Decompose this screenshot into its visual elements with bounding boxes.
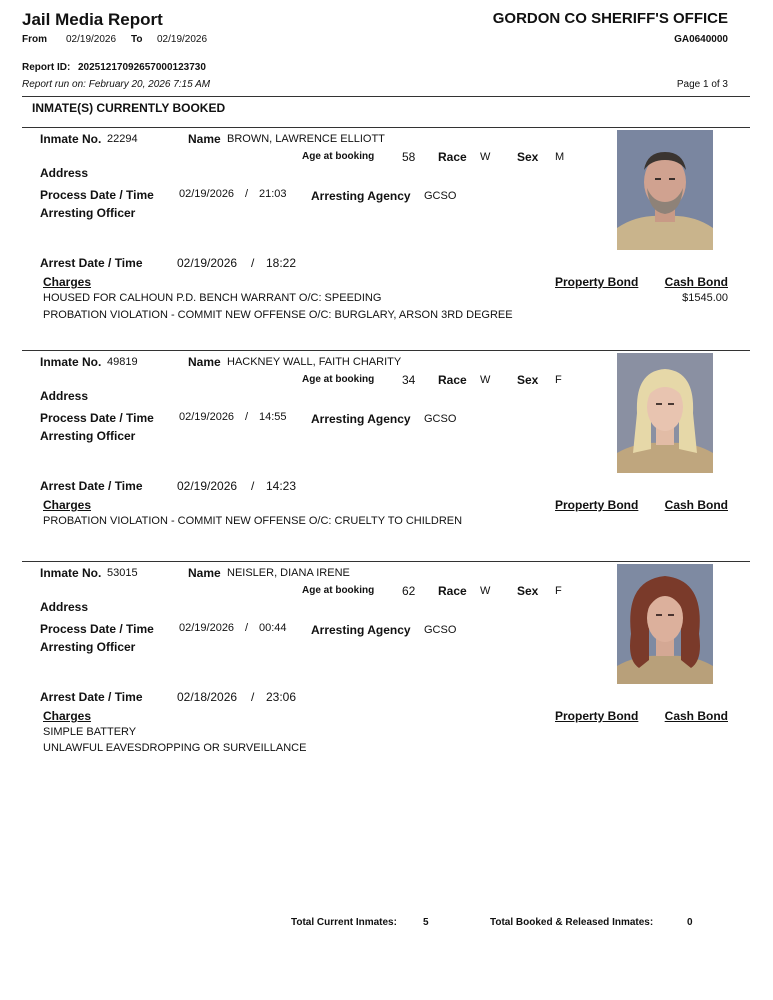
arrest-separator: / — [251, 690, 255, 704]
race-value: W — [480, 151, 491, 163]
charge-line: HOUSED FOR CALHOUN P.D. BENCH WARRANT O/C: SPEEDING — [43, 292, 382, 304]
process-time: 14:55 — [259, 411, 287, 423]
charge-line: UNLAWFUL EAVESDROPPING OR SURVEILLANCE — [43, 742, 307, 754]
page-number: Page 1 of 3 — [676, 79, 728, 90]
name-label: Name — [188, 132, 221, 146]
cash-bond-value: $1545.00 — [682, 292, 728, 304]
process-time: 21:03 — [259, 188, 287, 200]
charges-label: Charges — [43, 275, 92, 289]
inmate-no: 49819 — [107, 356, 138, 368]
sex-value: F — [555, 374, 562, 386]
officer-label: Arresting Officer — [40, 429, 136, 443]
record-divider — [22, 350, 750, 351]
charge-line: PROBATION VIOLATION - COMMIT NEW OFFENSE O/C: CRUELTY TO CHILDREN — [43, 515, 463, 527]
process-date: 02/19/2026 — [179, 411, 235, 423]
age-value: 62 — [402, 584, 416, 598]
inmate-name: HACKNEY WALL, FAITH CHARITY — [227, 356, 402, 368]
officer-label: Arresting Officer — [40, 640, 136, 654]
from-label: From — [22, 34, 47, 45]
process-date: 02/19/2026 — [179, 622, 235, 634]
arrest-separator: / — [251, 479, 255, 493]
agency-value: GCSO — [424, 624, 457, 636]
arrest-separator: / — [251, 256, 255, 270]
age-label: Age at booking — [302, 585, 375, 596]
name-label: Name — [188, 355, 221, 369]
sex-label: Sex — [517, 150, 539, 164]
cash-bond-label: Cash Bond — [664, 498, 728, 512]
arrest-time: 23:06 — [266, 690, 297, 704]
address-label: Address — [40, 600, 89, 614]
ori-code: GA0640000 — [674, 34, 728, 45]
arrest-date: 02/18/2026 — [177, 690, 238, 704]
sex-value: F — [555, 585, 562, 597]
race-value: W — [480, 585, 491, 597]
report-title: Jail Media Report — [22, 10, 163, 29]
total-current-value: 5 — [423, 917, 429, 928]
age-value: 34 — [402, 373, 416, 387]
sex-value: M — [555, 151, 565, 163]
from-date: 02/19/2026 — [66, 34, 117, 45]
cash-bond-label: Cash Bond — [664, 709, 728, 723]
age-label: Age at booking — [302, 151, 375, 162]
report-id-label: Report ID: — [22, 62, 71, 73]
process-time: 00:44 — [259, 622, 287, 634]
process-label: Process Date / Time — [40, 622, 154, 636]
charges-label: Charges — [43, 498, 92, 512]
arrest-label: Arrest Date / Time — [40, 256, 143, 270]
total-booked-released-label: Total Booked & Released Inmates: — [490, 917, 654, 928]
inmate-photo — [617, 353, 713, 473]
arrest-date: 02/19/2026 — [177, 479, 238, 493]
report-run-on: Report run on: February 20, 2026 7:15 AM — [22, 79, 211, 90]
race-label: Race — [438, 150, 467, 164]
address-label: Address — [40, 389, 89, 403]
report-id: 20251217092657000123730 — [78, 62, 206, 73]
agency-label: Arresting Agency — [311, 412, 411, 426]
process-separator: / — [245, 622, 249, 634]
age-value: 58 — [402, 150, 416, 164]
cash-bond-label: Cash Bond — [664, 275, 728, 289]
arrest-label: Arrest Date / Time — [40, 479, 143, 493]
arrest-time: 14:23 — [266, 479, 297, 493]
process-separator: / — [245, 411, 249, 423]
age-label: Age at booking — [302, 374, 375, 385]
race-value: W — [480, 374, 491, 386]
inmate-no: 53015 — [107, 567, 138, 579]
charge-line: SIMPLE BATTERY — [43, 726, 137, 738]
process-label: Process Date / Time — [40, 411, 154, 425]
to-date: 02/19/2026 — [157, 34, 208, 45]
process-separator: / — [245, 188, 249, 200]
section-title: INMATE(S) CURRENTLY BOOKED — [32, 101, 226, 115]
inmate-no-label: Inmate No. — [40, 132, 102, 146]
process-label: Process Date / Time — [40, 188, 154, 202]
officer-label: Arresting Officer — [40, 206, 136, 220]
agency-label: Arresting Agency — [311, 623, 411, 637]
name-label: Name — [188, 566, 221, 580]
section-divider — [22, 127, 750, 128]
inmate-photo — [617, 564, 713, 684]
agency-name: GORDON CO SHERIFF'S OFFICE — [492, 10, 728, 27]
total-current-label: Total Current Inmates: — [291, 917, 397, 928]
agency-value: GCSO — [424, 413, 457, 425]
inmate-no: 22294 — [107, 133, 138, 145]
property-bond-label: Property Bond — [555, 498, 639, 512]
header-divider — [22, 96, 750, 97]
charge-line: PROBATION VIOLATION - COMMIT NEW OFFENSE O/C: BURGLARY, ARSON 3RD DEGREE — [43, 309, 513, 321]
arrest-date: 02/19/2026 — [177, 256, 238, 270]
inmate-name: NEISLER, DIANA IRENE — [227, 567, 350, 579]
record-divider — [22, 561, 750, 562]
address-label: Address — [40, 166, 89, 180]
property-bond-label: Property Bond — [555, 709, 639, 723]
race-label: Race — [438, 373, 467, 387]
arrest-time: 18:22 — [266, 256, 297, 270]
arrest-label: Arrest Date / Time — [40, 690, 143, 704]
agency-label: Arresting Agency — [311, 189, 411, 203]
inmate-no-label: Inmate No. — [40, 566, 102, 580]
sex-label: Sex — [517, 373, 539, 387]
process-date: 02/19/2026 — [179, 188, 235, 200]
charges-label: Charges — [43, 709, 92, 723]
sex-label: Sex — [517, 584, 539, 598]
agency-value: GCSO — [424, 190, 457, 202]
inmate-name: BROWN, LAWRENCE ELLIOTT — [227, 133, 385, 145]
to-label: To — [131, 34, 143, 45]
inmate-no-label: Inmate No. — [40, 355, 102, 369]
race-label: Race — [438, 584, 467, 598]
property-bond-label: Property Bond — [555, 275, 639, 289]
inmate-photo — [617, 130, 713, 250]
total-booked-released-value: 0 — [687, 917, 693, 928]
